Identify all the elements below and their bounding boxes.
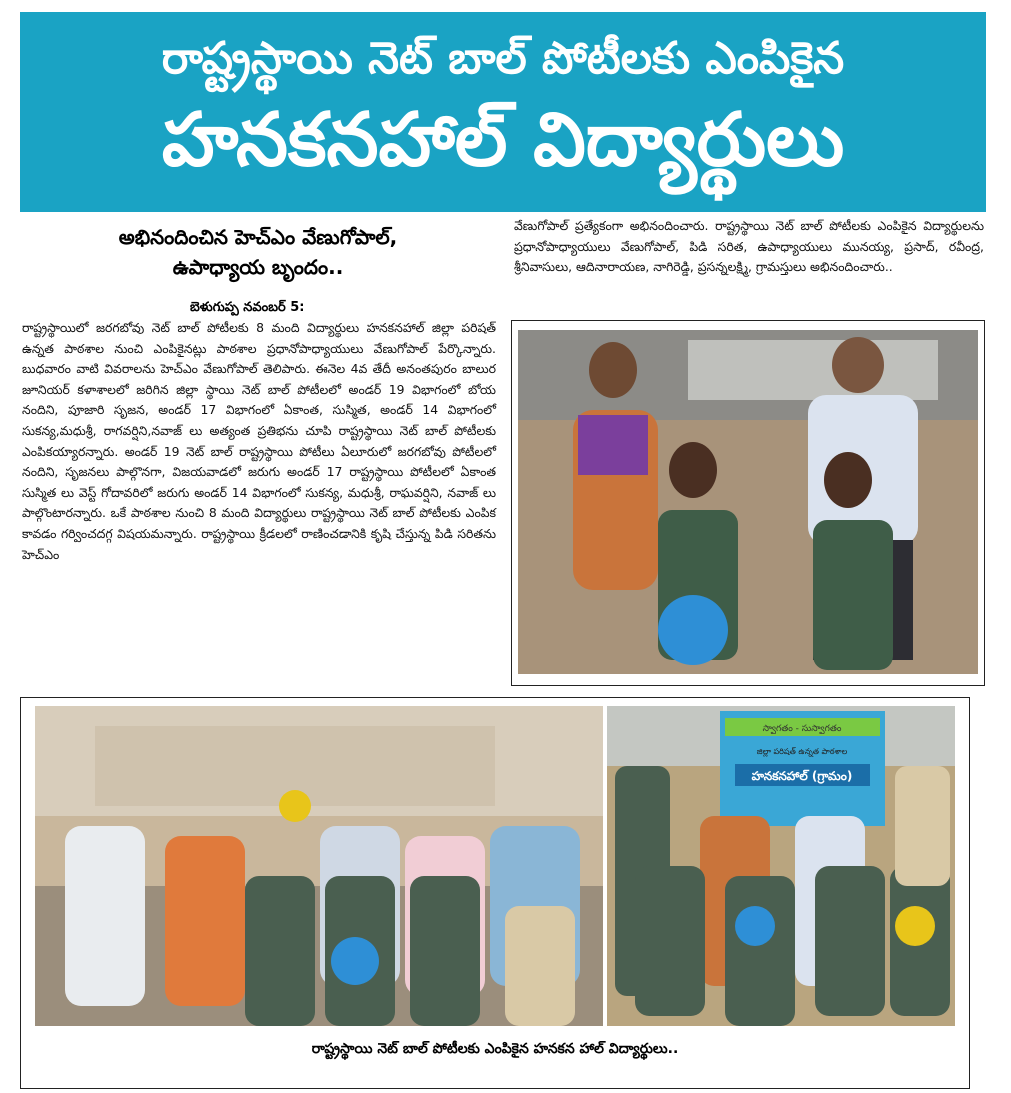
headline-line2: హనకనహాల్ విద్యార్థులు <box>161 97 845 183</box>
dateline: బెళుగుప్ప నవంబర్ 5: <box>190 300 305 315</box>
headline-banner <box>20 12 986 212</box>
photo-banner-line2: జిల్లా పరిషత్ ఉన్నత పాఠశాల <box>756 747 848 756</box>
subheadline <box>28 222 488 282</box>
photo-banner-line3: హనకనహాల్ (గ్రామం) <box>751 769 853 783</box>
article-body-right: వేణుగోపాల్ ప్రత్యేకంగా అభినందించారు. రాష్ట్రస్థాయి నెట్ బాల్ పోటీలకు ఎంపికైన విద్యార్థులను ప్రధానోపాధ్యాయులు వేణుగోపాల్, పిడి సరిత, ఉపాధ్యాయులు మునయ్య, ప్రసాద్, రవీంద్ర, శ్రీనివాసులు, ఆదినారాయణ, నాగిరెడ్డి, ప్రసన్నలక్ష్మి, గ్రామస్తులు అభినందించారు.. <box>514 218 984 275</box>
photo-group-frame <box>20 697 970 1089</box>
subheadline-line2: ఉపాధ్యాయ బృందం.. <box>172 255 344 279</box>
article-body-left: రాష్ట్రస్థాయిలో జరగబోవు నెట్ బాల్ పోటీలకు 8 మంది విద్యార్థులు హనకనహాల్ జిల్లా పరిషత్ ఉన్నత పాఠశాల నుంచి ఎంపికైనట్లు పాఠశాల ప్రధానోపాధ్యాయులు వేణుగోపాల్ పేర్కొన్నారు. బుధవారం వాటి వివరాలను హెచ్ఎం వేణుగోపాల్ తెలిపారు. ఈనెల 4వ తేదీ అనంతపురం బాలుర జూనియర్ కళాశాలలో జరిగిన జిల్లా స్థాయి నెట్ బాల్ పోటీలలో అండర్ 19 విభాగంలో బోయ నందిని, పూజారి సృజన, అండర్ 17 విభాగంలో ఏకాంత, సుస్మిత, అండర్ 14 విభాగంలో సుకన్య,మధుశ్రీ, రాగవర్షిని,నవాజ్ లు అత్యంత ప్రతిభను చూపి రాష్ట్రస్థాయి నెట్ బాల్ పోటీలకు ఎంపికయ్యారన్నారు. అండర్ 19 నెట్ బాల్ రాష్ట్రస్థాయి పోటీలు ఏలూరులో జరగబోవు పోటీలలో నందిని, సృజనలు పాల్గొనగా, విజయవాడలో జరుగు అండర్ 17 రాష్ట్రస్థాయి పోటీలలో ఏకాంత సుస్మిత లు వెస్ట్ గోదావరిలో జరుగు అండర్ 14 విభాగంలో సుకన్య, మధుశ్రీ, రాఘవర్షిని, నవాజ్ లు పాల్గొంటారన్నారు. ఒకే పాఠశాల నుంచి 8 మంది విద్యార్థులు రాష్ట్రస్థాయి నెట్ బాల్ పోటీలకు ఎంపిక కావడం గర్వించదగ్గ విషయమన్నారు. రాష్ట్రస్థాయి క్రీడలలో రాణించడానికి కృషి చేస్తున్న పిడి సరితను హెచ్ఎం <box>22 320 496 562</box>
photo-banner-line1: స్వాగతం - సుస్వాగతం <box>762 724 842 734</box>
photo-caption: రాష్ట్రస్థాయి నెట్ బాల్ పోటీలకు ఎంపికైన హనకన హాల్ విద్యార్థులు.. <box>311 1041 679 1057</box>
headline-line1: రాష్ట్రస్థాయి నెట్ బాల్ పోటీలకు ఎంపికైన <box>161 33 845 84</box>
photo1-illustration <box>518 330 978 674</box>
subheadline-line1: అభినందించిన హెచ్ఎం వేణుగోపాల్, <box>118 225 398 249</box>
photo2-illustration <box>35 706 955 1026</box>
photo-headmaster-teacher-students <box>511 320 985 686</box>
